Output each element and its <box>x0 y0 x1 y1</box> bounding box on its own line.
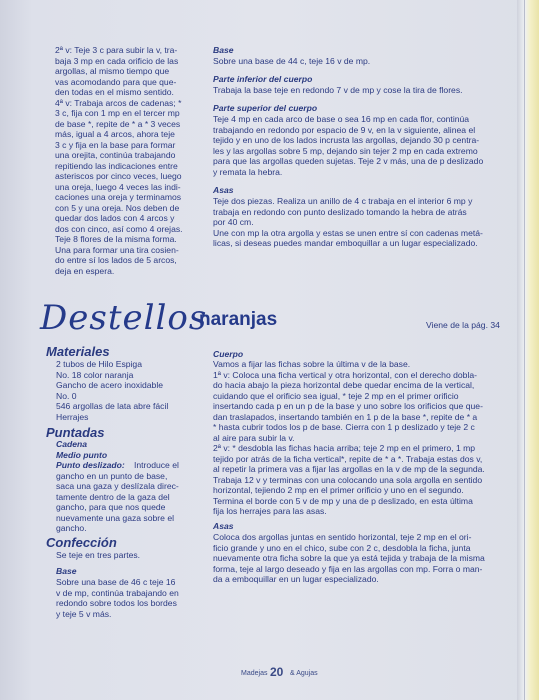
text-line: quedar dos lados con 4 arcos y <box>55 213 175 223</box>
text-line: tejido por atrás de la ficha vertical*, repite de * a *. Trabaja estas dos v, <box>213 453 483 464</box>
text-line: una orejita, continúa trabajando <box>55 150 176 160</box>
text-line: fija los herrajes para las asas. <box>213 506 327 516</box>
text-line: más, igual a 4 arcos, ahora teje <box>55 129 175 139</box>
text-line: Une con mp la otra argolla y estas se unen entre sí con cadenas metá- <box>213 227 483 238</box>
text-line: gancho, para que nos quede <box>56 502 166 512</box>
text-line: redondo sobre todos los bordes <box>56 598 177 608</box>
material-item: No. 0 <box>56 390 77 401</box>
text-line: * hasta cubrir todos los p de base. Cierra con 1 p deslizado y teje 2 c <box>213 422 475 432</box>
text-line: baja 3 mp en cada orificio de las <box>55 55 179 66</box>
text-line: licas, si deseas puedes mandar emboquillar a un lugar especializado. <box>213 238 478 248</box>
text-line: Trabaja la base teje en redondo 7 v de mp y cose la tira de flores. <box>213 85 463 95</box>
section-title-cuerpo: Cuerpo <box>213 349 244 359</box>
text-line: Una para formar una tira cosien- <box>55 244 179 255</box>
material-item: Gancho de acero inoxidable <box>56 380 164 390</box>
text-line: deja en espera. <box>55 265 115 276</box>
text-line: 4ª v: Trabaja arcos de cadenas; * <box>55 97 182 108</box>
text-line: saca una gaza y deslízala direc- <box>56 481 179 491</box>
page-number: 20 <box>270 665 284 679</box>
text-line: les y las argollas sobre 5 mp, dejando sin tejer 2 mp en cada extremo <box>213 145 478 156</box>
text-line: y remata la hebra. <box>213 166 283 177</box>
title-bold: naranjas <box>199 309 278 330</box>
text-line: para que las argollas queden sujetas. Teje 2 v más, una de p deslizado <box>213 156 484 166</box>
text-line: dos con cinco, así como 4 orejas. <box>55 223 183 234</box>
section-title-asas: Asas <box>213 185 234 195</box>
material-item: No. 18 color naranja <box>56 369 134 380</box>
text-line: 1ª v: Coloca una ficha vertical y otra horizontal, con el derecho dobla- <box>213 369 478 380</box>
text-line: horizontal, tejiendo 2 mp en el primer orificio y uno en el segundo. <box>213 485 464 495</box>
title-script: Destellos <box>40 298 208 338</box>
text-line: Se teje en tres partes. <box>56 550 141 560</box>
text-line: al aire para subir la v. <box>213 432 295 443</box>
text-line: do entre sí los lados de 5 arcos, <box>55 255 177 265</box>
text-line: Teje 4 mp en cada arco de base o sea 16 mp en cada flor, continúa <box>213 114 470 124</box>
stitch-medio-punto: Medio punto <box>56 449 108 460</box>
text-line: 3 c y fija en la base para formar <box>55 139 176 150</box>
text-line: nuevamente una gaza sobre el <box>56 512 175 523</box>
text-line: caciones una oreja y terminamos <box>55 192 182 202</box>
text-line: tamente dentro de la gaza del <box>56 491 170 502</box>
text-line: de base *, repite de * a * 3 veces <box>55 118 181 129</box>
text-line: Trabaja 12 v y terminas con una colocando una sola argolla en sentido <box>213 474 483 485</box>
text-line: repitiendo las indicaciones entre <box>55 160 178 171</box>
text-line: den todas en el mismo sentido. <box>55 87 174 97</box>
text-line: con 5 y una oreja. Nos deben de <box>55 202 180 213</box>
stitch-cadena: Cadena <box>56 439 88 449</box>
continued-note: Viene de la pág. 34 <box>426 320 500 330</box>
section-title-parte-inferior: Parte inferior del cuerpo <box>213 74 313 84</box>
text-line: y teje 5 v más. <box>56 608 112 619</box>
material-item: 2 tubos de Hilo Espiga <box>56 359 142 369</box>
spine-edge <box>524 0 525 700</box>
text-line: Termina el borde con 5 v de mp y una de p deslizado, en esta última <box>213 495 473 506</box>
text-line: trabaja en redondo con punto deslizado tomando la hebra de atrás <box>213 206 467 217</box>
text-line: ficio grande y uno en el chico, sube con 2 c, desdobla la ficha, junta <box>213 542 471 553</box>
section-title-base: Base <box>213 45 234 55</box>
text-line: al repetir la primera vas a fijar las argollas en la v de mp de la segunda. <box>213 464 485 474</box>
text-line: 2ª v: Teje 3 c para subir la v, tra- <box>55 45 178 55</box>
text-line: asteriscos por cinco veces, luego <box>55 171 182 181</box>
text-line: Vamos a fijar las fichas sobre la última v de la base. <box>213 359 411 369</box>
section-title-asas: Asas <box>213 521 234 531</box>
text-line: v de mp, continúa trabajando en <box>56 587 179 598</box>
section-title-parte-superior: Parte superior del cuerpo <box>213 103 318 113</box>
text-line: Teje 8 flores de la misma forma. <box>55 234 177 244</box>
text-line: gancho en un punto de base, <box>56 470 168 481</box>
text-line: Introduce el <box>134 460 179 470</box>
stitch-punto-deslizado: Punto deslizado: <box>56 460 125 470</box>
footer-brand-left: Madejas <box>241 670 268 677</box>
page-spine <box>517 0 539 700</box>
stitches-title: Puntadas <box>46 425 105 440</box>
text-line: cuidando que el orificio sea igual, * teje 2 mp en el primer orificio <box>213 390 459 401</box>
text-line: 3 c, fija con 1 mp en el tercer mp <box>55 108 180 118</box>
text-line: Sobre una base de 46 c teje 16 <box>56 577 176 587</box>
text-line: insertando cada p en un p de la base y uno sobre los orificios que que- <box>213 401 483 411</box>
text-line: do hacia abajo la pieza horizontal debe quedar encima de la vertical, <box>213 380 475 390</box>
text-line: forma, teje al largo deseado y fija en las argollas con mp. Forra o man- <box>213 563 483 574</box>
text-line: da a emboquillar en un lugar especializado. <box>213 574 379 584</box>
text-line: gancho. <box>56 523 87 533</box>
text-line: dan traslapados, insertando también en 1 p de la base *, repite de * a <box>213 411 478 422</box>
text-line: trabajando en redondo por espacio de 9 v, en la v siguiente, alinea el <box>213 124 476 135</box>
material-item: 546 argollas de lata abre fácil <box>56 401 169 411</box>
text-line: una oreja, luego 4 veces las indi- <box>55 181 181 192</box>
text-line: nuevamente otra ficha sobre la que ya está tejida y trabaja de la misma <box>213 553 485 563</box>
section-title-base: Base <box>56 566 77 576</box>
text-line: tejido y en uno de los lados incrusta las argollas, dejando 30 p centra- <box>213 135 480 145</box>
confection-title: Confección <box>46 535 117 550</box>
text-line: Coloca dos argollas juntas en sentido horizontal, teje 2 mp en el ori- <box>213 532 472 542</box>
text-line: argollas, al mismo tiempo que <box>55 66 170 76</box>
text-line: vas acomodando para que que- <box>55 76 177 87</box>
text-line: 2ª v: * desdobla las fichas hacia arriba; teje 2 mp en el primero, 1 mp <box>213 443 476 453</box>
text-line: por 40 cm. <box>213 217 254 227</box>
text-line: Teje dos piezas. Realiza un anillo de 4 c trabaja en el interior 6 mp y <box>213 196 473 206</box>
material-item: Herrajes <box>56 411 89 422</box>
footer-brand-right: & Agujas <box>290 670 318 677</box>
materials-title: Materiales <box>46 344 110 359</box>
text-line: Sobre una base de 44 c, teje 16 v de mp. <box>213 56 371 66</box>
